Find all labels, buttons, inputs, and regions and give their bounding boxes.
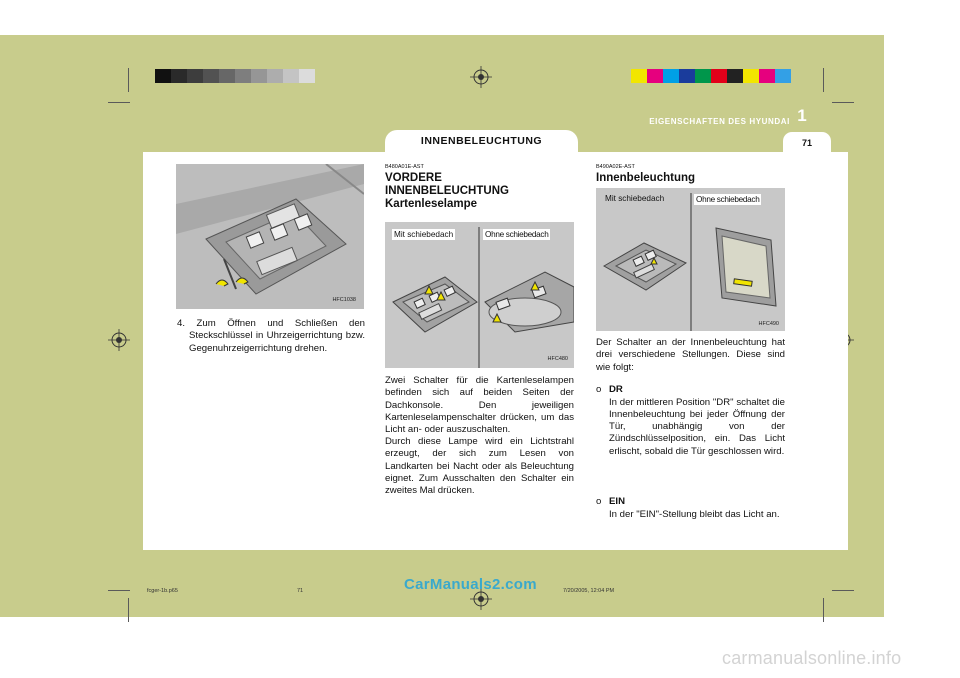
watermark-carmanuals2[interactable]: CarManuals2.com (404, 576, 537, 593)
bullet-marker: o (596, 384, 602, 395)
item-text: In der "EIN"-Stellung bleibt das Licht an. (609, 508, 780, 520)
crop-mark (832, 590, 854, 591)
figure-map-lamps (385, 222, 574, 368)
footer-filename: fcger-1b.p65 (147, 588, 178, 594)
color-swatch (299, 69, 315, 83)
section-code: B480A01E-AST (385, 164, 424, 170)
crop-mark (128, 68, 129, 92)
crop-mark (823, 68, 824, 92)
item-title: EIN (609, 496, 625, 507)
color-swatch (283, 69, 299, 83)
paragraph: Der Schalter an der Innenbeleuchtung hat drei verschiedene Stellungen. Diese sind wie folgt: (596, 337, 785, 373)
color-swatch (647, 69, 663, 83)
item-title: DR (609, 384, 623, 395)
color-swatch (251, 69, 267, 83)
crop-mark (108, 590, 130, 591)
item-text: In der mittleren Position "DR" schaltet die Innenbeleuchtung bei jeder Öffnung der Tür, unabhängig von der Zündschlüsselposition, ein. Das Licht erlischt, sobald die Tür geschlossen wird. (609, 396, 785, 457)
footer-timestamp: 7/20/2005, 12:04 PM (563, 588, 615, 594)
color-swatch (743, 69, 759, 83)
color-swatch (203, 69, 219, 83)
figure-key-illustration (176, 164, 364, 309)
figure-code: HFC490 (758, 321, 779, 327)
color-swatch (759, 69, 775, 83)
crop-mark (108, 102, 130, 103)
registration-mark-icon (470, 66, 492, 88)
step-text: 4. Zum Öffnen und Schließen den Steckschlüssel in Uhrzeigerrichtung bzw. Gegenuhrzeigerrichtung drehen. (177, 318, 365, 354)
label-without-sunroof: Ohne schiebedach (696, 195, 760, 204)
figure-dome-lamp (596, 188, 785, 331)
illustration-svg (176, 164, 364, 309)
color-swatch (695, 69, 711, 83)
paragraph: Zwei Schalter für die Kartenleselampen befinden sich auf beiden Seiten der Dachkonsole. Den jeweiligen Kartenleselampenschalter drücken, um das Licht an- oder auszuschalten. (385, 375, 574, 436)
color-swatch (775, 69, 791, 83)
chapter-label: EIGENSCHAFTEN DES HYUNDAI (649, 117, 790, 126)
chapter-number: 1 (797, 106, 807, 125)
site-watermark[interactable]: carmanualsonline.info (722, 648, 902, 668)
color-swatch (171, 69, 187, 83)
footer-page: 71 (297, 588, 304, 594)
color-swatch (727, 69, 743, 83)
section-title: INNENBELEUCHTUNG (385, 130, 578, 152)
label-with-sunroof: Mit schiebedach (394, 230, 454, 239)
figure-code: HFC1038 (332, 297, 356, 303)
color-swatch (663, 69, 679, 83)
bullet-marker: o (596, 496, 602, 507)
illustration-svg (596, 188, 785, 331)
crop-mark (823, 598, 824, 622)
section-code: B490A02E-AST (596, 164, 635, 170)
registration-mark-icon (108, 329, 130, 351)
label-without-sunroof: Ohne schiebedach (485, 230, 549, 239)
crop-mark (128, 598, 129, 622)
color-swatch (267, 69, 283, 83)
color-swatch (679, 69, 695, 83)
color-swatch (235, 69, 251, 83)
page-number: 71 (783, 132, 831, 152)
color-swatch (219, 69, 235, 83)
color-swatch (155, 69, 171, 83)
color-swatch (711, 69, 727, 83)
paragraph: Durch diese Lampe wird ein Lichtstrahl erzeugt, der sich zum Lesen von Landkarten bei Nacht oder als Beleuchtung eignet. Zum Ausschalten den Schalter ein zweites Mal drücken. (385, 436, 574, 497)
label-with-sunroof: Mit schiebedach (605, 194, 665, 203)
crop-mark (832, 102, 854, 103)
color-swatch (631, 69, 647, 83)
grayscale-calibration-bar (155, 69, 315, 83)
section-heading: Innenbeleuchtung (596, 172, 696, 184)
section-heading: VORDERE INNENBELEUCHTUNG Kartenleselampe (385, 172, 509, 210)
illustration-svg (385, 222, 574, 368)
figure-code: HFC480 (547, 356, 568, 362)
color-calibration-bar (631, 69, 791, 83)
color-swatch (187, 69, 203, 83)
